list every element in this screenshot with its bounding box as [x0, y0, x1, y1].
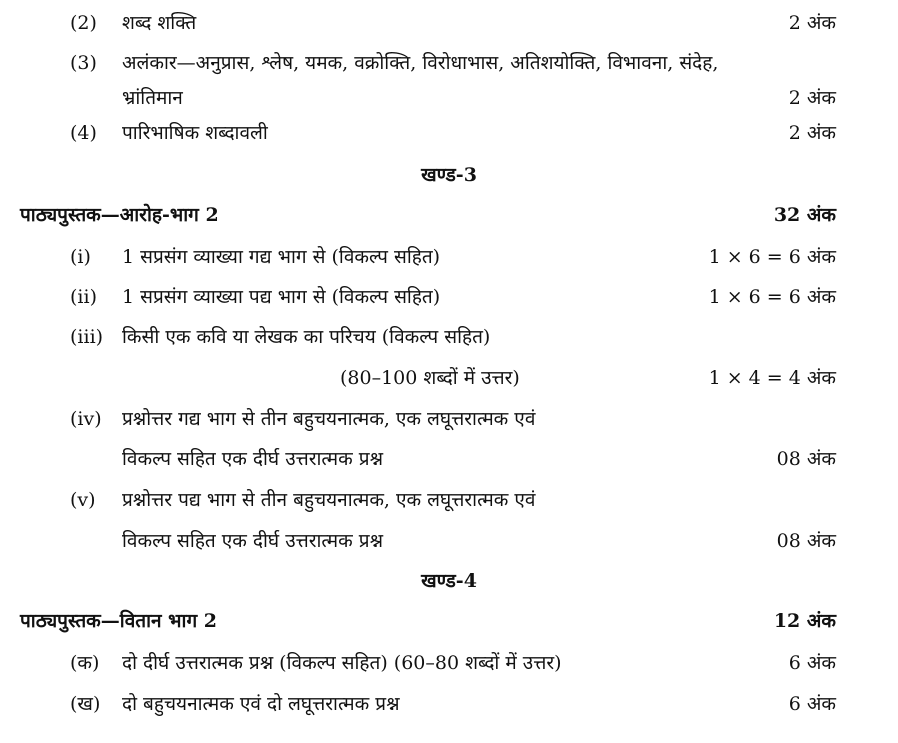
- item-marks: 2 अंक: [788, 87, 836, 109]
- textbook-row: [0, 200, 898, 230]
- section-3-heading: खण्ड-3: [421, 164, 477, 186]
- item-line: [0, 118, 898, 148]
- section-heading: [0, 566, 898, 596]
- item-text: 1 सप्रसंग व्याख्या पद्य भाग से (विकल्प सहित): [122, 286, 441, 308]
- item-text: प्रश्नोत्तर पद्य भाग से तीन बहुचयनात्मक, एक लघूत्तरात्मक एवं: [122, 489, 536, 511]
- textbook-total-marks: 32 अंक: [773, 204, 836, 226]
- item-line: [0, 485, 898, 515]
- item-text: अलंकार—अनुप्रास, श्लेष, यमक, वक्रोक्ति, विरोधाभास, अतिशयोक्ति, विभावना, संदेह,: [122, 52, 719, 74]
- item-subtext: (80–100 शब्दों में उत्तर): [340, 367, 520, 389]
- item-line: [0, 8, 898, 38]
- item-number: (3): [70, 52, 97, 74]
- item-line: [0, 48, 898, 78]
- textbook-row: [0, 606, 898, 636]
- item-text: दो दीर्घ उत्तरात्मक प्रश्न (विकल्प सहित) (60–80 शब्दों में उत्तर): [122, 652, 562, 674]
- item-number: (2): [70, 12, 97, 34]
- item-marks: 1 × 4 = 4 अंक: [708, 367, 836, 389]
- item-marks: 6 अंक: [788, 652, 836, 674]
- item-marks: 2 अंक: [788, 122, 836, 144]
- item-subtext: विकल्प सहित एक दीर्घ उत्तरात्मक प्रश्न: [122, 448, 384, 470]
- section-heading: [0, 160, 898, 190]
- item-line: [0, 689, 898, 719]
- item-marks: 08 अंक: [776, 530, 836, 552]
- item-number: (iv): [70, 408, 102, 430]
- item-number: (ख): [70, 693, 101, 715]
- textbook-title: पाठ्यपुस्तक—आरोह-भाग 2: [20, 204, 219, 226]
- item-number: (ii): [70, 286, 97, 308]
- textbook-title: पाठ्यपुस्तक—वितान भाग 2: [20, 610, 217, 632]
- item-line: [0, 242, 898, 272]
- item-text: भ्रांतिमान: [122, 87, 183, 109]
- item-text: किसी एक कवि या लेखक का परिचय (विकल्प सहित): [122, 326, 491, 348]
- item-number: (v): [70, 489, 96, 511]
- item-line: [0, 363, 898, 393]
- item-line: [0, 444, 898, 474]
- item-line: [0, 404, 898, 434]
- item-number: (क): [70, 652, 100, 674]
- item-number: (4): [70, 122, 97, 144]
- item-line: [0, 282, 898, 312]
- item-marks: 6 अंक: [788, 693, 836, 715]
- item-line: [0, 322, 898, 352]
- item-marks: 1 × 6 = 6 अंक: [708, 246, 836, 268]
- item-subtext: विकल्प सहित एक दीर्घ उत्तरात्मक प्रश्न: [122, 530, 384, 552]
- item-marks: 1 × 6 = 6 अंक: [708, 286, 836, 308]
- item-line: [0, 83, 898, 113]
- item-text: पारिभाषिक शब्दावली: [122, 122, 268, 144]
- item-marks: 2 अंक: [788, 12, 836, 34]
- item-line: [0, 526, 898, 556]
- item-text: प्रश्नोत्तर गद्य भाग से तीन बहुचयनात्मक, एक लघूत्तरात्मक एवं: [122, 408, 536, 430]
- item-line: [0, 648, 898, 678]
- item-text: दो बहुचयनात्मक एवं दो लघूत्तरात्मक प्रश्न: [122, 693, 400, 715]
- item-text: 1 सप्रसंग व्याख्या गद्य भाग से (विकल्प सहित): [122, 246, 441, 268]
- item-number: (iii): [70, 326, 104, 348]
- item-text: शब्द शक्ति: [122, 12, 197, 34]
- textbook-total-marks: 12 अंक: [773, 610, 836, 632]
- item-marks: 08 अंक: [776, 448, 836, 470]
- item-number: (i): [70, 246, 91, 268]
- section-4-heading: खण्ड-4: [421, 570, 477, 592]
